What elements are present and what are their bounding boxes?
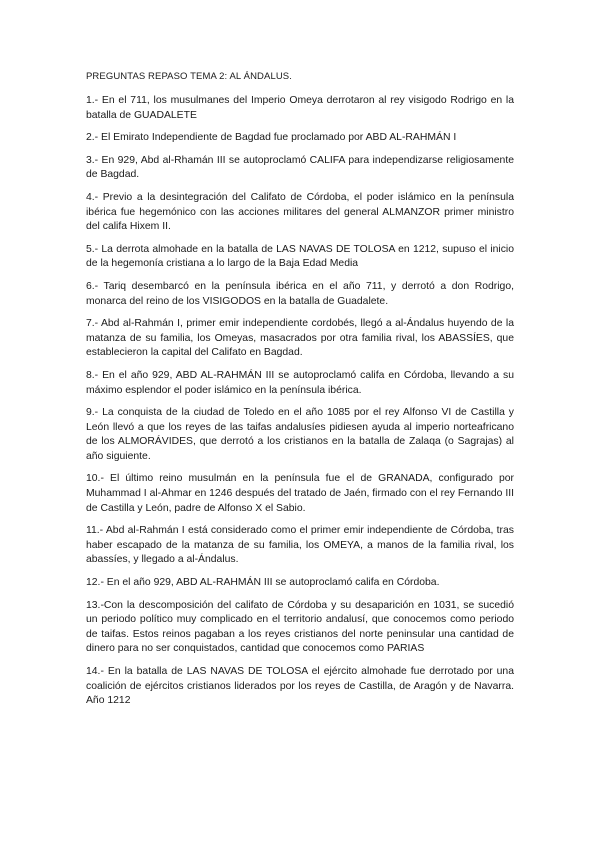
question-9: 9.- La conquista de la ciudad de Toledo en el año 1085 por el rey Alfonso VI de Castilla y León llevó a que los reyes de las taifas andalusíes pidiesen ayuda al imperio norteafricano de los ALMORÁVIDES, que derrotó a los cristianos en la batalla de Zalaqa (o Sagrajas) al año siguiente.: [86, 407, 514, 462]
question-10: 10.- El último reino musulmán en la península fue el de GRANADA, configurado por Muhammad I al-Ahmar en 1246 después del tratado de Jaén, firmado con el rey Fernando III de Castilla y León, padre de Alfonso X el Sabio.: [86, 473, 514, 514]
question-3: 3.- En 929, Abd al-Rhamán III se autoproclamó CALIFA para independizarse religiosamente de Bagdad.: [86, 154, 514, 181]
question-1: 1.- En el 711, los musulmanes del Imperio Omeya derrotaron al rey visigodo Rodrigo en la batalla de GUADALETE: [86, 95, 514, 121]
question-13: 13.-Con la descomposición del califato de Córdoba y su desaparición en 1031, se sucedió un periodo político muy complicado en el territorio andalusí, que conocemos como periodo de taifas. Estos reinos pagaban a los reyes cristianos del norte peninsular una cantidad de dinero para no ser conquistados, cantidad que conocemos como PARIAS: [86, 599, 514, 655]
question-8: 8.- En el año 929, ABD AL-RAHMÁN III se autoproclamó califa en Córdoba, llevando a su máximo esplendor el poder islámico en la península ibérica.: [86, 369, 514, 396]
question-11: 11.- Abd al-Rahmán I está considerado como el primer emir independiente de Córdoba, tras haber escapado de la matanza de su familia, los OMEYA, a manos de la familia rival, los abassíes, y llegado a al-Ándalus.: [86, 525, 514, 566]
question-12: 12.- En el año 929, ABD AL-RAHMÁN III se autoproclamó califa en Córdoba.: [86, 577, 440, 589]
question-6: 6.- Tariq desembarcó en la península ibérica en el año 711, y derrotó a don Rodrigo, monarca del reino de los VISIGODOS en la batalla de Guadalete.: [86, 280, 514, 307]
document-page: [86, 70, 514, 717]
question-7: 7.- Abd al-Rahmán I, primer emir independiente cordobés, llegó a al-Ándalus huyendo de la matanza de su familia, los Omeyas, masacrados por otra familia rival, los ABASSÍES, que establecieron la capital del Califato en Bagdad.: [86, 318, 514, 359]
question-2: 2.- El Emirato Independiente de Bagdad fue proclamado por ABD AL-RAHMÁN I: [86, 132, 457, 144]
question-14: 14.- En la batalla de LAS NAVAS DE TOLOSA el ejército almohade fue derrotado por una coalición de ejércitos cristianos liderados por los reyes de Castilla, de Aragón y de Navarra. Año 1212: [86, 666, 514, 707]
question-4: 4.- Previo a la desintegración del Califato de Córdoba, el poder islámico en la península ibérica fue hegemónico con las acciones militares del general ALMANZOR primer ministro del califa Hixem II.: [86, 191, 514, 233]
document-title: PREGUNTAS REPASO TEMA 2: AL ÁNDALUS.: [86, 71, 292, 82]
question-5: 5.- La derrota almohade en la batalla de LAS NAVAS DE TOLOSA en 1212, supuso el inicio de la hegemonía cristiana a lo largo de la Baja Edad Media: [86, 243, 514, 270]
